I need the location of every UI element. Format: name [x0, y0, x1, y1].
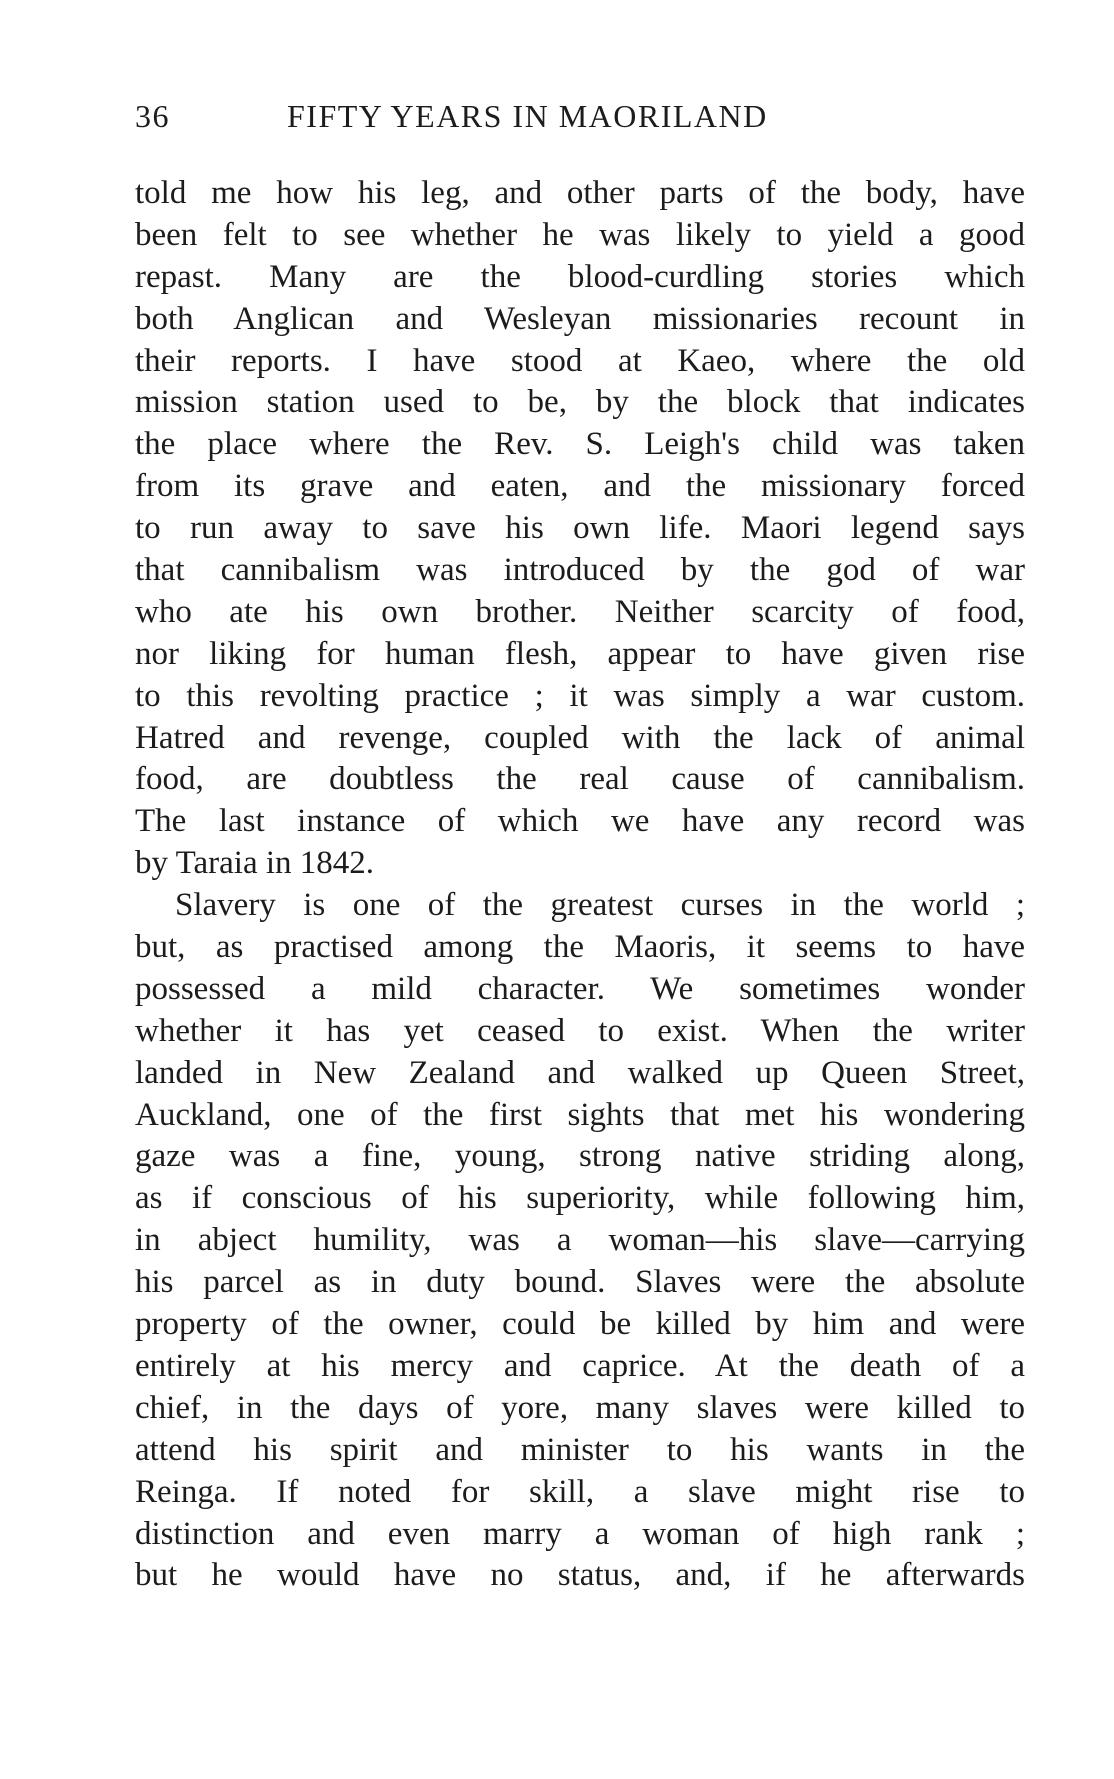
text-line: from its grave and eaten, and the missionary forced	[135, 468, 1025, 505]
text-line: told me how his leg, and other parts of the body, have	[135, 175, 1025, 211]
text-line: in abject humility, was a woman—his slave—carrying	[135, 1222, 1025, 1259]
running-head	[135, 96, 1025, 136]
text-line: chief, in the days of yore, many slaves were killed to	[135, 1389, 1025, 1426]
text-line: repast. Many are the blood-curdling stories which	[135, 258, 1025, 295]
paragraph-start-line: Slavery is one of the greatest curses in the world ;	[175, 887, 1025, 924]
text-line: The last instance of which we have any record was	[135, 803, 1025, 840]
text-line: landed in New Zealand and walked up Queen Street,	[135, 1054, 1025, 1091]
text-line: their reports. I have stood at Kaeo, where the old	[135, 342, 1025, 379]
text-line: who ate his own brother. Neither scarcity of food,	[135, 593, 1025, 630]
text-line: to run away to save his own life. Maori legend says	[135, 510, 1025, 547]
body-text	[135, 173, 1025, 1597]
text-line: Hatred and revenge, coupled with the lack of animal	[135, 719, 1025, 756]
text-line: attend his spirit and minister to his wants in the	[135, 1431, 1025, 1468]
text-line: property of the owner, could be killed by him and were	[135, 1306, 1025, 1343]
text-line: Reinga. If noted for skill, a slave might rise to	[135, 1473, 1025, 1510]
text-line: as if conscious of his superiority, while following him,	[135, 1180, 1025, 1217]
text-line: gaze was a fine, young, strong native striding along,	[135, 1138, 1025, 1175]
text-line: that cannibalism was introduced by the god of war	[135, 552, 1025, 589]
text-line: food, are doubtless the real cause of cannibalism.	[135, 761, 1025, 798]
text-line: mission station used to be, by the block that indicates	[135, 384, 1025, 421]
text-line: whether it has yet ceased to exist. When the writer	[135, 1012, 1025, 1049]
text-line: possessed a mild character. We sometimes wonder	[135, 970, 1025, 1007]
text-line: distinction and even marry a woman of high rank ;	[135, 1515, 1025, 1552]
text-line: both Anglican and Wesleyan missionaries recount in	[135, 300, 1025, 337]
running-title: FIFTY YEARS IN MAORILAND	[287, 98, 768, 134]
text-line: the place where the Rev. S. Leigh's child was taken	[135, 426, 1025, 463]
text-line: been felt to see whether he was likely to yield a good	[135, 216, 1025, 253]
text-line: to this revolting practice ; it was simply a war custom.	[135, 677, 1025, 714]
text-line: but, as practised among the Maoris, it seems to have	[135, 929, 1025, 966]
text-line: Auckland, one of the first sights that met his wondering	[135, 1096, 1025, 1133]
text-line: nor liking for human flesh, appear to have given rise	[135, 635, 1025, 672]
text-line: his parcel as in duty bound. Slaves were the absolute	[135, 1264, 1025, 1301]
text-line: but he would have no status, and, if he afterwards	[135, 1557, 1025, 1594]
paragraph-end-line: by Taraia in 1842.	[135, 845, 375, 882]
page-number: 36	[135, 98, 170, 134]
text-line: entirely at his mercy and caprice. At the death of a	[135, 1347, 1025, 1384]
